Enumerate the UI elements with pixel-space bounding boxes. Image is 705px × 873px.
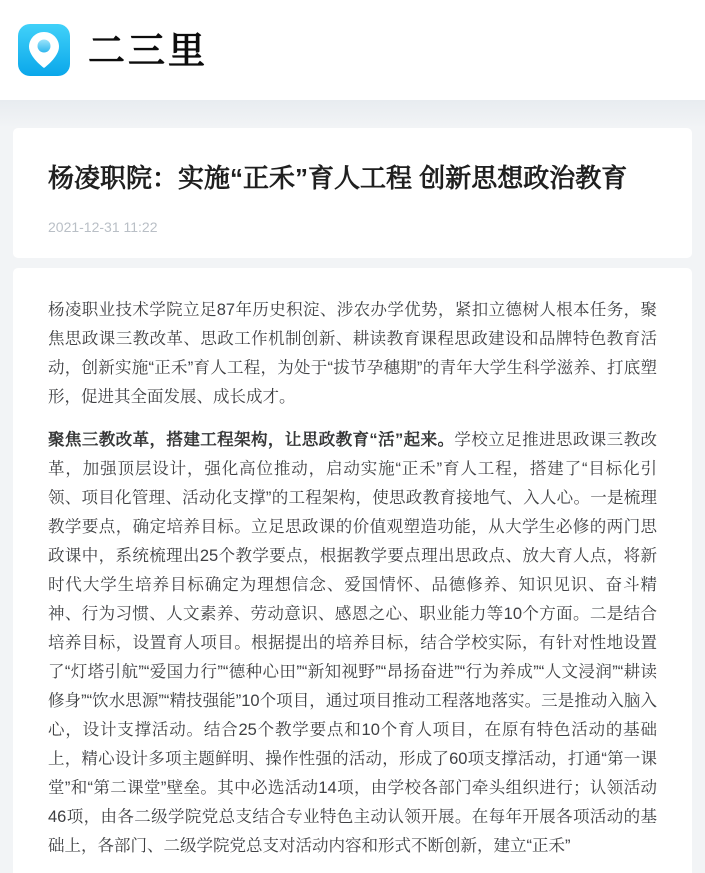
paragraph-text: 杨凌职业技术学院立足87年历史积淀、涉农办学优势，紧扣立德树人根本任务，聚焦思政课三教改革、思政工作机制创新、耕读教育课程思政建设和品牌特色教育活动，创新实施“正禾”育人工程，为处于“拔节孕穗期”的青年大学生科学滋养、打底塑形，促进其全面发展、成长成才。 xyxy=(48,301,657,407)
article-title: 杨凌职院：实施“正禾”育人工程 创新思想政治教育 xyxy=(48,163,628,193)
paragraph-lead: 聚焦三教改革，搭建工程架构，让思政教育“活”起来。 xyxy=(48,431,455,450)
app-header xyxy=(0,0,705,100)
location-pin-icon xyxy=(18,24,70,76)
logo-text: 二三里 xyxy=(88,29,208,71)
title-card xyxy=(13,128,692,258)
article-paragraph-1 xyxy=(48,296,657,412)
article-date: 2021-12-31 11:22 xyxy=(48,219,158,236)
article-paragraph-2 xyxy=(48,426,657,861)
article-body-card xyxy=(13,268,692,873)
paragraph-text: 学校立足推进思政课三教改革，加强顶层设计，强化高位推动，启动实施“正禾”育人工程，搭建了“目标化引领、项目化管理、活动化支撑”的工程架构，使思政教育接地气、入人心。一是梳理教学要点，确定培养目标。立足思政课的价值观塑造功能，从大学生必修的两门思政课中，系统梳理出25个教学要点，根据教学要点理出思政点、放大育人点，将新时代大学生培养目标确定为理想信念、爱国情怀、品德修养、知识见识、奋斗精神、行为习惯、人文素养、劳动意识、感恩之心、职业能力等10个方面。二是结合培养目标，设置育人项目。根据提出的培养目标，结合学校实际，有针对性地设置了“灯塔引航”“爱国力行”“德种心田”“新知视野”“昂扬奋进”“行为养成”“人文浸润”“耕读修身”“饮水思源”“精技强能”10个项目，通过项目推动工程落地落实。三是推动入脑入心，设计支撑活动。结合25个教学要点和10个育人项目，在原有特色活动的基础上，精心设计多项主题鲜明、操作性强的活动，形成了60项支撑活动，打通“第一课堂”和“第二课堂”壁垒。其中必选活动14项，由学校各部门牵头组织进行；认领活动46项，由各二级学院党总支结合专业特色主动认领开展。在每年开展各项活动的基础上，各部门、二级学院党总支对活动内容和形式不断创新，建立“正禾” xyxy=(48,431,658,856)
page-background xyxy=(0,100,705,873)
logo-link[interactable] xyxy=(18,24,208,76)
